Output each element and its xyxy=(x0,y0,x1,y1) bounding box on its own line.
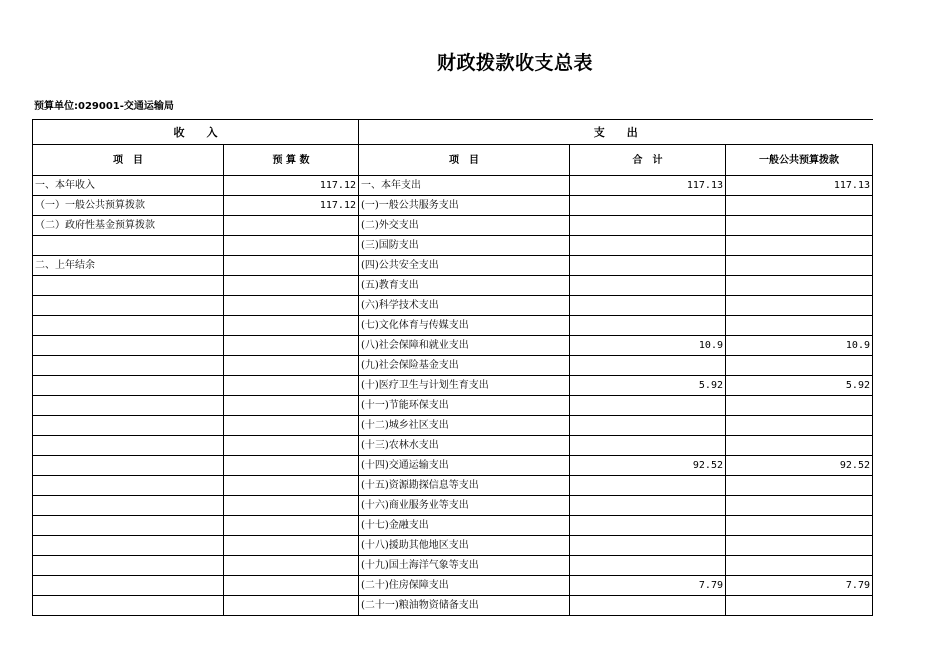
page-title: 财政拨款收支总表 xyxy=(436,52,593,74)
income-item-cell[interactable] xyxy=(33,496,224,516)
table-row[interactable] xyxy=(33,456,873,476)
budget-cell[interactable] xyxy=(224,496,359,516)
total-cell[interactable]: 5.92 xyxy=(570,376,726,396)
total-cell[interactable] xyxy=(570,196,726,216)
general-budget-cell[interactable]: 92.52 xyxy=(726,456,873,476)
income-item-cell[interactable] xyxy=(33,516,224,536)
general-budget-cell[interactable] xyxy=(726,236,873,256)
table-row[interactable] xyxy=(33,376,873,396)
budget-cell[interactable] xyxy=(224,216,359,236)
general-budget-cell[interactable]: 5.92 xyxy=(726,376,873,396)
general-budget-cell[interactable] xyxy=(726,216,873,236)
header-row-groups xyxy=(33,120,873,145)
general-budget-cell[interactable] xyxy=(726,416,873,436)
table-row[interactable] xyxy=(33,336,873,356)
income-item-cell[interactable] xyxy=(33,596,224,616)
income-item-cell[interactable] xyxy=(33,336,224,356)
expense-item-cell[interactable]: (二十一)粮油物资储备支出 xyxy=(359,596,570,616)
expense-item-cell[interactable]: (八)社会保障和就业支出 xyxy=(359,336,570,356)
total-cell[interactable] xyxy=(570,476,726,496)
budget-cell[interactable]: 117.12 xyxy=(224,176,359,196)
header-row-columns xyxy=(33,145,873,176)
general-budget-cell[interactable] xyxy=(726,276,873,296)
table-row[interactable] xyxy=(33,576,873,596)
table-row[interactable] xyxy=(33,596,873,616)
general-budget-cell[interactable] xyxy=(726,196,873,216)
table-body xyxy=(33,120,873,616)
table-row[interactable] xyxy=(33,436,873,456)
total-cell[interactable] xyxy=(570,256,726,276)
expense-item-cell[interactable]: (六)科学技术支出 xyxy=(359,296,570,316)
table-row[interactable] xyxy=(33,256,873,276)
expense-item-cell[interactable]: (十一)节能环保支出 xyxy=(359,396,570,416)
expense-item-cell[interactable]: (十四)交通运输支出 xyxy=(359,456,570,476)
total-cell[interactable] xyxy=(570,276,726,296)
expense-item-cell[interactable]: (四)公共安全支出 xyxy=(359,256,570,276)
expense-item-cell[interactable]: (十)医疗卫生与计划生育支出 xyxy=(359,376,570,396)
expense-item-cell[interactable]: (一)一般公共服务支出 xyxy=(359,196,570,216)
expense-item-cell[interactable]: 一、本年支出 xyxy=(359,176,570,196)
income-item-cell[interactable]: （一）一般公共预算拨款 xyxy=(33,196,224,216)
table-row[interactable] xyxy=(33,316,873,336)
total-cell[interactable] xyxy=(570,556,726,576)
general-budget-cell[interactable] xyxy=(726,356,873,376)
expense-item-cell[interactable]: (十九)国土海洋气象等支出 xyxy=(359,556,570,576)
total-cell[interactable] xyxy=(570,496,726,516)
total-cell[interactable]: 117.13 xyxy=(570,176,726,196)
col-header-expense-item: 项 目 xyxy=(359,145,570,176)
table-row[interactable] xyxy=(33,176,873,196)
total-cell[interactable] xyxy=(570,516,726,536)
table-row[interactable] xyxy=(33,296,873,316)
expense-item-cell[interactable]: (三)国防支出 xyxy=(359,236,570,256)
total-cell[interactable] xyxy=(570,216,726,236)
table-row[interactable] xyxy=(33,276,873,296)
budget-cell[interactable] xyxy=(224,236,359,256)
general-budget-cell[interactable] xyxy=(726,556,873,576)
general-budget-cell[interactable]: 117.13 xyxy=(726,176,873,196)
total-cell[interactable]: 92.52 xyxy=(570,456,726,476)
income-item-cell[interactable] xyxy=(33,476,224,496)
expense-item-cell[interactable]: (七)文化体育与传媒支出 xyxy=(359,316,570,336)
budget-cell[interactable] xyxy=(224,536,359,556)
fiscal-summary-table xyxy=(32,119,873,616)
expense-item-cell[interactable]: (十七)金融支出 xyxy=(359,516,570,536)
budget-cell[interactable] xyxy=(224,436,359,456)
total-cell[interactable] xyxy=(570,416,726,436)
general-budget-cell[interactable] xyxy=(726,496,873,516)
general-budget-cell[interactable] xyxy=(726,396,873,416)
general-budget-cell[interactable]: 7.79 xyxy=(726,576,873,596)
budget-cell[interactable] xyxy=(224,556,359,576)
table-row[interactable] xyxy=(33,516,873,536)
expense-item-cell[interactable]: (十二)城乡社区支出 xyxy=(359,416,570,436)
budget-cell[interactable] xyxy=(224,416,359,436)
table-row[interactable] xyxy=(33,496,873,516)
income-item-cell[interactable] xyxy=(33,456,224,476)
budget-cell[interactable] xyxy=(224,256,359,276)
income-item-cell[interactable] xyxy=(33,396,224,416)
income-group-header: 收 入 xyxy=(33,120,359,145)
total-cell[interactable]: 10.9 xyxy=(570,336,726,356)
col-header-income-item: 项 目 xyxy=(33,145,224,176)
budget-cell[interactable] xyxy=(224,356,359,376)
budget-cell[interactable] xyxy=(224,516,359,536)
budget-unit-label: 预算单位:029001-交通运输局 xyxy=(34,101,174,112)
general-budget-cell[interactable] xyxy=(726,596,873,616)
income-item-cell[interactable]: （二）政府性基金预算拨款 xyxy=(33,216,224,236)
total-cell[interactable] xyxy=(570,236,726,256)
budget-cell[interactable] xyxy=(224,316,359,336)
total-cell[interactable]: 7.79 xyxy=(570,576,726,596)
expense-item-cell[interactable]: (九)社会保险基金支出 xyxy=(359,356,570,376)
budget-cell[interactable] xyxy=(224,396,359,416)
general-budget-cell[interactable] xyxy=(726,316,873,336)
col-header-budget: 预 算 数 xyxy=(224,145,359,176)
general-budget-cell[interactable] xyxy=(726,296,873,316)
total-cell[interactable] xyxy=(570,596,726,616)
income-item-cell[interactable] xyxy=(33,536,224,556)
income-item-cell[interactable] xyxy=(33,356,224,376)
general-budget-cell[interactable] xyxy=(726,476,873,496)
expense-item-cell[interactable]: (十三)农林水支出 xyxy=(359,436,570,456)
expense-group-header: 支 出 xyxy=(359,120,873,145)
budget-cell[interactable] xyxy=(224,276,359,296)
table-row[interactable] xyxy=(33,216,873,236)
budget-cell[interactable] xyxy=(224,456,359,476)
col-header-general-budget: 一般公共预算拨款 xyxy=(726,145,873,176)
general-budget-cell[interactable] xyxy=(726,436,873,456)
total-cell[interactable] xyxy=(570,296,726,316)
table-row[interactable] xyxy=(33,356,873,376)
income-item-cell[interactable] xyxy=(33,416,224,436)
total-cell[interactable] xyxy=(570,536,726,556)
budget-cell[interactable] xyxy=(224,596,359,616)
expense-item-cell[interactable]: (五)教育支出 xyxy=(359,276,570,296)
general-budget-cell[interactable]: 10.9 xyxy=(726,336,873,356)
table-row[interactable] xyxy=(33,556,873,576)
income-item-cell[interactable] xyxy=(33,576,224,596)
budget-cell[interactable] xyxy=(224,476,359,496)
income-item-cell[interactable] xyxy=(33,376,224,396)
expense-item-cell[interactable]: (十六)商业服务业等支出 xyxy=(359,496,570,516)
income-item-cell[interactable] xyxy=(33,236,224,256)
table-row[interactable] xyxy=(33,476,873,496)
income-item-cell[interactable] xyxy=(33,436,224,456)
income-item-cell[interactable]: 一、本年收入 xyxy=(33,176,224,196)
total-cell[interactable] xyxy=(570,436,726,456)
expense-item-cell[interactable]: (十五)资源勘探信息等支出 xyxy=(359,476,570,496)
budget-cell[interactable] xyxy=(224,336,359,356)
income-item-cell[interactable]: 二、上年结余 xyxy=(33,256,224,276)
expense-item-cell[interactable]: (二十)住房保障支出 xyxy=(359,576,570,596)
income-item-cell[interactable] xyxy=(33,276,224,296)
budget-cell[interactable] xyxy=(224,296,359,316)
income-item-cell[interactable] xyxy=(33,556,224,576)
col-header-total: 合 计 xyxy=(570,145,726,176)
income-item-cell[interactable] xyxy=(33,316,224,336)
total-cell[interactable] xyxy=(570,396,726,416)
table-row[interactable] xyxy=(33,196,873,216)
general-budget-cell[interactable] xyxy=(726,516,873,536)
total-cell[interactable] xyxy=(570,316,726,336)
table-row[interactable] xyxy=(33,416,873,436)
table-row[interactable] xyxy=(33,396,873,416)
budget-cell[interactable] xyxy=(224,576,359,596)
table-row[interactable] xyxy=(33,536,873,556)
table-row[interactable] xyxy=(33,236,873,256)
income-item-cell[interactable] xyxy=(33,296,224,316)
general-budget-cell[interactable] xyxy=(726,536,873,556)
expense-item-cell[interactable]: (二)外交支出 xyxy=(359,216,570,236)
expense-item-cell[interactable]: (十八)援助其他地区支出 xyxy=(359,536,570,556)
budget-cell[interactable] xyxy=(224,376,359,396)
general-budget-cell[interactable] xyxy=(726,256,873,276)
total-cell[interactable] xyxy=(570,356,726,376)
budget-cell[interactable]: 117.12 xyxy=(224,196,359,216)
